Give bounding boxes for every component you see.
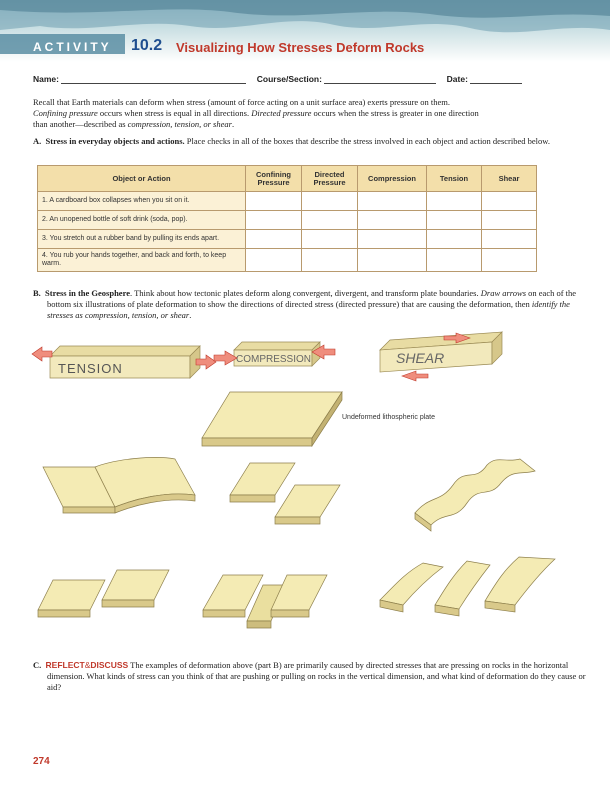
shear-block [380,332,502,381]
activity-title: Visualizing How Stresses Deform Rocks [176,40,425,55]
compression-label: COMPRESSION [236,354,312,365]
arrow-left-icon [32,347,52,361]
compression-block [214,342,335,366]
check-box[interactable] [358,249,427,272]
check-box[interactable] [246,211,302,230]
check-box[interactable] [427,249,482,272]
table-row [38,192,537,211]
check-box[interactable] [482,192,537,211]
check-box[interactable] [427,211,482,230]
shear-label: SHEAR [396,350,445,366]
activity-banner [0,0,610,62]
check-box[interactable] [482,211,537,230]
table-header-row [38,166,537,192]
name-row [33,74,578,84]
intro-paragraph [33,97,578,130]
reflect-label: REFLECT [45,660,85,670]
arrow-right-icon [214,351,237,365]
page-number: 274 [33,756,50,767]
check-box[interactable] [246,230,302,249]
plate-diagram-2 [230,463,340,524]
check-box[interactable] [358,192,427,211]
check-box[interactable] [246,249,302,272]
name-label: Name: [33,74,59,84]
tension-label: TENSION [58,361,123,376]
plate-diagram-6 [380,557,555,616]
check-box[interactable] [302,230,358,249]
table-row [38,249,537,272]
plate-diagram-4 [38,570,169,617]
undeformed-plate [200,390,350,452]
name-field[interactable] [61,74,246,84]
plate-diagram-5 [203,575,327,628]
stress-table [37,165,537,272]
section-b-heading: B. Stress in the Geosphere. Think about how tectonic plates deform along convergent, divergent, and transform plate boundaries. Draw arrows on each of the bottom six illustrations of plate deformation to show the directions of directed stress (directed pressure) that are causing the deformation, then identify the stresses as compression, tension, or shear. [33,288,577,320]
table-row [38,211,537,230]
course-field[interactable] [324,74,436,84]
section-a-title: Stress in everyday objects and actions. [45,136,185,146]
col-shear: Shear [482,166,537,192]
section-b-title: Stress in the Geosphere [45,288,130,298]
plate-diagram-3 [415,459,535,531]
date-label: Date: [446,74,468,84]
table-row [38,230,537,249]
stress-illustrations [30,328,590,388]
section-a-heading: A. Stress in everyday objects and actions. Place checks in all of the boxes that describe the stress involved in each object and action described below. [33,136,550,146]
discuss-label: DISCUSS [90,660,129,670]
confining-term: Confining pressure [33,108,98,118]
col-tension: Tension [427,166,482,192]
check-box[interactable] [358,230,427,249]
row-text: 3. You stretch out a rubber band by pulling its ends apart. [38,230,246,249]
row-text: 1. A cardboard box collapses when you sit on it. [38,192,246,211]
stress-terms: compression, tension, or shear [127,119,232,129]
arrow-right-icon [402,371,428,381]
section-c: C. REFLECT&DISCUSS The examples of deformation above (part B) are primarily caused by directed stresses that are pressing on rocks in the horizontal dimension. What kinds of stress can you think of that are pushing or pulling on rocks in the vertical dimension, and what kind of deformation do they cause or aid? [33,660,586,692]
row-text: 4. You rub your hands together, and back and forth, to keep warm. [38,249,246,272]
col-directed: Directed Pressure [302,166,358,192]
intro-line-1: Recall that Earth materials can deform when stress (amount of force acting on a unit surface area) exerts pressure on them. [33,97,451,107]
check-box[interactable] [482,230,537,249]
row-text: 2. An unopened bottle of soft drink (soda, pop). [38,211,246,230]
tension-block [32,346,216,378]
check-box[interactable] [482,249,537,272]
activity-label: ACTIVITY [33,40,112,54]
deformation-panels [35,455,580,645]
plate-diagram-1 [43,457,195,513]
check-box[interactable] [302,249,358,272]
date-field[interactable] [470,74,522,84]
check-box[interactable] [302,211,358,230]
directed-term: Directed pressure [251,108,312,118]
course-label: Course/Section: [256,74,322,84]
check-box[interactable] [358,211,427,230]
col-confining: Confining Pressure [246,166,302,192]
check-box[interactable] [246,192,302,211]
col-object: Object or Action [38,166,246,192]
intro-line-3: than another—described as compression, tension, or shear. [33,119,235,129]
undeformed-label: Undeformed lithospheric plate [342,414,435,421]
col-compression: Compression [358,166,427,192]
activity-number: 10.2 [131,37,163,54]
check-box[interactable] [427,192,482,211]
intro-line-2: Confining pressure occurs when stress is equal in all directions. Directed pressure occurs when the stress is greater in one direction [33,108,479,118]
check-box[interactable] [302,192,358,211]
check-box[interactable] [427,230,482,249]
